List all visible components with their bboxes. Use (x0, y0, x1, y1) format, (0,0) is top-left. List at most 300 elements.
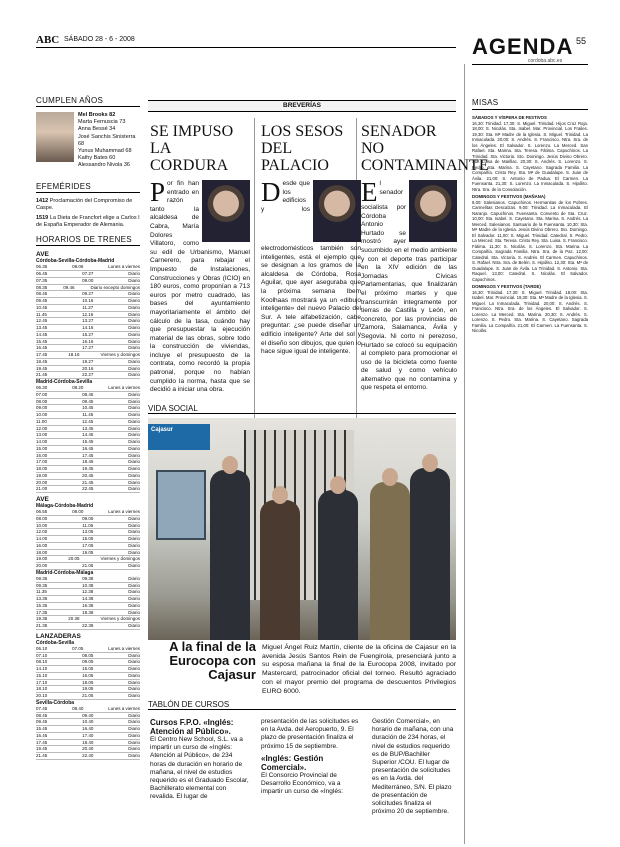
train-row (36, 589, 140, 596)
efemeride-item (36, 198, 140, 212)
article-body (150, 177, 250, 395)
train-depart: 07.00 (36, 391, 48, 397)
train-days: Diario (128, 311, 140, 317)
train-depart: 10.45 (36, 304, 48, 310)
train-arrive: 10.40 (82, 719, 94, 725)
train-depart: 13.00 (36, 432, 48, 438)
train-days: Diario (128, 746, 140, 752)
train-row (36, 666, 140, 673)
train-depart: 15.10 (36, 672, 48, 678)
train-days: Lunes a viernes (108, 509, 140, 515)
train-row (36, 339, 140, 346)
train-row (36, 305, 140, 312)
train-row (36, 439, 140, 446)
train-arrive: 09.05 (82, 515, 94, 521)
train-depart: 20.10 (36, 693, 48, 699)
train-days: Diario (128, 693, 140, 699)
train-route: Málaga-Córdoba-Madrid (36, 503, 94, 510)
train-arrive: 15.05 (82, 536, 94, 542)
train-days: Diario (128, 466, 140, 472)
train-days: Diario (128, 609, 140, 615)
photo-caption-title: A la final de la Eurocopa con Cajasur (169, 639, 256, 682)
train-arrive: 08.45 (82, 391, 94, 397)
train-row (36, 550, 140, 557)
train-type: AVE (36, 251, 49, 259)
train-arrive: 14.45 (82, 432, 94, 438)
train-days: Viernes y domingos (100, 352, 140, 358)
train-row (36, 325, 140, 332)
train-arrive: 20.38 (68, 616, 80, 622)
train-depart: 21.45 (36, 372, 48, 378)
train-days: Diario (128, 418, 140, 424)
train-row (36, 596, 140, 603)
train-days: Diario (128, 298, 140, 304)
train-days: Diario (128, 318, 140, 324)
train-depart: 19.45 (36, 365, 48, 371)
page-number: 55 (576, 36, 587, 46)
train-depart: 13.35 (36, 596, 48, 602)
train-days: Diario (128, 589, 140, 595)
train-arrive: 08.20 (72, 385, 84, 391)
train-row (36, 543, 140, 550)
train-depart: 17.00 (36, 459, 48, 465)
train-row (36, 686, 140, 693)
train-arrive: 07.05 (72, 645, 84, 651)
train-row (36, 563, 140, 570)
train-row (36, 359, 140, 366)
birthday-name: Marta Fernuscia 73 (78, 119, 126, 126)
train-days: Diario (128, 719, 140, 725)
article-text: or fin han entrado en razón tanto la alcaldesa de Cabra, María Dolores Villatoro, como su edil de Urbanismo, Manuel Carnerero, para rebajar el Impuesto de Instalaciones, Construcciones y Obras (ICIO) en 180 euros, como proponían a 713 euros por metro cuadrado, las bases del ayuntamiento mayoritariamente el ámbito del cálculo de la tasa, cuándo hay que presupuestar la ejecución material de las obras, sobre todo la construcción de viviendas, incluye el presupuesto de la contrata, como recordó la propia patronal, porque no habían cumplido la norma, hasta que se decidió a iniciar una obra. (150, 180, 250, 394)
train-days: Lunes a viernes (108, 385, 140, 391)
misas-section-title: DOMINGOS Y FESTIVOS (MAÑANA) (472, 194, 546, 199)
person-figure (370, 482, 410, 640)
train-row (36, 556, 140, 563)
train-arrive: 22.27 (82, 372, 94, 378)
train-arrive: 21.45 (82, 479, 94, 485)
article-cordura (150, 123, 250, 395)
train-row (36, 536, 140, 543)
misas-section-title: DOMINGOS Y FESTIVOS (TARDE) (472, 284, 541, 289)
train-days: Diario (128, 331, 140, 337)
train-row (36, 473, 140, 480)
train-days: Diario (128, 529, 140, 535)
train-arrive: 18.45 (82, 459, 94, 465)
train-route: Madrid-Córdoba-Málaga (36, 569, 94, 576)
train-depart: 14.10 (36, 666, 48, 672)
birthday-names (78, 112, 140, 170)
train-arrive: 09.45 (82, 398, 94, 404)
train-days: Diario (128, 472, 140, 478)
birthday-name: José Sanchis Sinisterra 68 (78, 133, 136, 147)
train-row (36, 453, 140, 460)
train-days: Diario (128, 391, 140, 397)
train-row (36, 623, 140, 630)
train-arrive: 17.05 (82, 542, 94, 548)
train-route: Córdoba-Sevilla (36, 639, 75, 646)
train-row (36, 706, 140, 713)
train-days: Diario (128, 679, 140, 685)
train-row (36, 673, 140, 680)
train-row (36, 399, 140, 406)
train-row (36, 291, 140, 298)
train-depart: 17.10 (36, 679, 48, 685)
train-row (36, 713, 140, 720)
train-arrive: 11.05 (82, 522, 94, 528)
train-depart: 14.00 (36, 536, 48, 542)
train-depart: 08.00 (36, 398, 48, 404)
train-days: Diario (128, 666, 140, 672)
train-arrive: 16.16 (82, 338, 94, 344)
breverias-label: BREVERÍAS (148, 100, 456, 112)
birthday-name: Anna Bessé 34 (78, 126, 116, 133)
train-arrive: 09.40 (82, 712, 94, 718)
train-depart: 10.00 (36, 522, 48, 528)
train-depart: 14.45 (36, 331, 48, 337)
train-arrive: 21.05 (82, 693, 94, 699)
train-arrive: 20.16 (82, 365, 94, 371)
train-row (36, 466, 140, 473)
train-depart: 16.00 (36, 452, 48, 458)
train-row (36, 693, 140, 700)
portrait-photo (313, 180, 361, 242)
birthdays-block (36, 112, 140, 170)
train-row (36, 616, 140, 623)
train-days: Diario (128, 425, 140, 431)
train-days: Diario (128, 445, 140, 451)
train-arrive: 10.45 (82, 405, 94, 411)
efemeride-year: 1519 (36, 215, 50, 222)
train-row (36, 576, 140, 583)
train-days: Diario (128, 596, 140, 602)
train-row (36, 733, 140, 740)
train-arrive: 12.38 (81, 589, 94, 595)
train-arrive: 16.45 (82, 445, 94, 451)
header-rule (36, 47, 456, 48)
drop-cap: D (261, 177, 281, 207)
train-days: Viernes y domingos (100, 556, 140, 562)
train-depart: 08.35 (36, 575, 48, 581)
train-days: Diario (128, 582, 140, 588)
person-figure (260, 500, 300, 640)
train-arrive: 19.27 (82, 358, 94, 364)
train-days: Diario (128, 271, 140, 277)
train-depart: 21.35 (36, 623, 48, 629)
train-arrive: 18.05 (82, 679, 94, 685)
portrait-photo (409, 180, 457, 242)
train-depart: 19.35 (36, 616, 48, 622)
atm-machine (156, 470, 206, 540)
train-days: Diario (128, 712, 140, 718)
train-row (36, 719, 140, 726)
tablon-column (261, 718, 361, 796)
train-route: Córdoba-Sevilla-Córdoba-Madrid (36, 258, 115, 265)
tablon-label: TABLÓN DE CURSOS (148, 700, 456, 710)
train-depart: 06.45 (36, 271, 48, 277)
train-arrive: 19.05 (82, 549, 94, 555)
trains-heading: HORARIOS DE TRENES (36, 235, 140, 246)
train-arrive: 18.38 (82, 609, 94, 615)
train-depart: 16.45 (36, 345, 48, 351)
train-arrive: 09.46 (63, 284, 75, 290)
train-row (36, 680, 140, 687)
train-days: Diario (128, 575, 140, 581)
train-row (36, 426, 140, 433)
train-row (36, 352, 140, 359)
train-depart: 09.45 (36, 298, 48, 304)
misas-column (472, 98, 588, 844)
train-row (36, 318, 140, 325)
train-row (36, 480, 140, 487)
train-days: Lunes a viernes (108, 264, 140, 270)
train-days: Diario (128, 602, 140, 608)
birthday-name: Kathy Bates 60 (78, 155, 116, 162)
train-arrive: 22.38 (82, 623, 94, 629)
train-arrive: 21.05 (82, 563, 94, 569)
train-row (36, 366, 140, 373)
train-days: Diario (128, 659, 140, 665)
train-type: LANZADERAS (36, 632, 81, 640)
train-days: Diario (128, 515, 140, 521)
train-row (36, 419, 140, 426)
train-arrive: 22.40 (82, 753, 94, 759)
train-arrive: 09.00 (82, 277, 94, 283)
train-days: Diario (128, 739, 140, 745)
train-arrive: 17.27 (82, 345, 94, 351)
misas-section-text: 16,30: Trinidad. 17,30: S. Miguel. Trinidad. Hijos Cruz Roja. 18,00: S. Nicolás. Sta. Isabel. Mar. Provincial. Los Frailes. 19,30: Sta. Mª Madre de la Iglesia. S. Miguel. Trinidad. La Inmaculada. 20,00: S. Andrés. S. Francisco. Ntra. Sra. de los Ángeles. El Salvador. S. Lorenzo. La Merced. San Rafael. Sta. Marina. Sta. Teresa. Fátima. Capuchinos. La Trinidad. Sta. Victoria. Sto. Domingo. Jesús Divino Obrero. Sta. Luisa de Marillac. 20,30: S. Andrés. S. Lorenzo. S. Pedro. Sta. Marina. S. Cayetano. Sagrada Familia. La Compañía. Cristo Rey. Sta. Mª de Guadalupe. S. Juan de Ávila. 21,00: S. Antonio de Padua. El Carmen. La Fuensanta. 21,30: S. Lorenzo. La Inmaculada. S. Hipólito. Ntra. Sra. de la Consolación. (472, 120, 588, 192)
train-arrive: 07.27 (82, 271, 94, 277)
train-depart: 08.35 (36, 284, 48, 290)
birthday-photo (36, 112, 74, 162)
efemeride-text: Proclamación del Compromiso de Caspe. (36, 197, 133, 211)
course-title: «Inglés: Gestión Comercial». (261, 753, 324, 772)
train-depart: 18.45 (36, 358, 48, 364)
train-days: Diario (128, 672, 140, 678)
train-arrive: 19.45 (82, 466, 94, 472)
train-row (36, 459, 140, 466)
tablon-column (372, 718, 456, 816)
train-depart: 08.10 (36, 659, 48, 665)
train-arrive: 10.38 (82, 582, 94, 588)
train-days: Diario excepto domingos (90, 284, 140, 290)
train-days: Lunes a viernes (108, 645, 140, 651)
train-depart: 20.00 (36, 563, 48, 569)
article-body (261, 177, 361, 357)
train-arrive: 15.27 (82, 331, 94, 337)
train-depart: 06.30 (36, 385, 48, 391)
efemerides-heading: EFEMÉRIDES (36, 182, 140, 193)
train-row (36, 646, 140, 653)
train-row (36, 753, 140, 760)
train-depart: 11.35 (36, 589, 47, 595)
train-row (36, 372, 140, 379)
article-title: SENADOR NO CONTAMINANTE (361, 123, 489, 174)
birthday-name: Alessandro Nivola 36 (78, 162, 130, 169)
train-depart: 12.45 (36, 318, 48, 324)
efemerides-list (36, 198, 140, 230)
train-arrive: 12.16 (81, 311, 94, 317)
train-row (36, 726, 140, 733)
train-days: Diario (128, 686, 140, 692)
train-depart: 09.00 (36, 405, 48, 411)
train-days: Diario (128, 304, 140, 310)
train-arrive: 11.27 (82, 304, 94, 310)
train-arrive: 08.00 (72, 509, 84, 515)
course-text: El Consorcio Provincial de Desarrollo Económico, va a impartir un curso de «Inglés: (261, 771, 344, 796)
train-depart: 18.00 (36, 466, 48, 472)
train-depart: 08.00 (36, 515, 48, 521)
train-days: Diario (128, 753, 140, 759)
train-depart: 16.00 (36, 542, 48, 548)
train-arrive: 11.45 (82, 412, 94, 418)
train-days: Lunes a viernes (108, 705, 140, 711)
train-arrive: 16.38 (82, 602, 94, 608)
train-arrive: 18.40 (82, 739, 94, 745)
train-row (36, 516, 140, 523)
newspaper-name: ABC (36, 34, 60, 46)
section-url[interactable]: cordoba.abc.es (528, 58, 563, 64)
train-depart: 20.00 (36, 479, 48, 485)
train-arrive: 09.38 (82, 575, 94, 581)
efemeride-text: La Dieta de Francfort elige a Carlos I de España Emperador de Alemania. (36, 215, 140, 229)
train-days: Diario (128, 325, 140, 331)
train-depart: 13.45 (36, 325, 48, 331)
train-row (36, 298, 140, 305)
train-type: AVE (36, 496, 49, 504)
train-days: Diario (128, 652, 140, 658)
train-row (36, 412, 140, 419)
train-row (36, 278, 140, 285)
train-row (36, 446, 140, 453)
train-depart: 21.45 (36, 753, 48, 759)
train-row (36, 405, 140, 412)
train-arrive: 20.40 (82, 746, 94, 752)
train-depart: 15.45 (36, 338, 48, 344)
train-row (36, 653, 140, 660)
train-days: Diario (128, 398, 140, 404)
train-depart: 19.00 (36, 556, 48, 562)
train-days: Diario (128, 345, 140, 351)
train-days: Diario (128, 536, 140, 542)
train-row (36, 432, 140, 439)
course-text: Gestión Comercial», en horario de mañana, con una duración de 234 horas, el nivel de estudios requerido es de BUP/Bachiller Superior /COU. El lugar de presentación de solicitudes es en la Avda. del Mediterráneo, S/N. El plazo de presentación de solicitudes finaliza el próximo 20 de septiembre. (372, 718, 454, 816)
train-row (36, 385, 140, 392)
train-depart: 15.35 (36, 602, 48, 608)
course-text: El Centro New School, S.L. va a impartir un curso de «Inglés: Atención al Público», de 234 horas de duración en horario de mañana, el nivel de estudios requerido es el Graduado Escolar, Bachillerato elemental con revalida. El lugar de (150, 736, 249, 801)
article-text: esde que los edificios y los electrodomésticos también son inteligentes, está el ejemplo que se designan a los gramos de la alcaldesa de Córdoba, Rosa Aguilar, que ayer aseguraba que la próxima semana Ibem Koolhaas mostrará ya un «dibujo inteligente» del nuevo Palacio del Sur. A tele alfabetización, cabe preguntar: ¿se puede diseñar un edificio inteligente? Arte del sol y el diseño son dibujos, que quien lo hace sigue igual de inteligente. (261, 180, 361, 356)
train-arrive: 20.05 (68, 556, 80, 562)
train-arrive: 20.45 (82, 472, 94, 478)
train-arrive: 08.05 (82, 652, 94, 658)
train-days: Diario (128, 522, 140, 528)
photo-caption-text: Miguel Ángel Ruiz Martín, cliente de la oficina de Cajasur en la avenida Jesús Santos Rein de Fuengirola, presenciará junto a su esposa mañana la final de la Eurocopa 2008, invitado por Mastercard, patrocinador oficial del torneo. Resultó agraciado con el mayor premio del programa de descuentos Privilegios EURO 6000. (262, 644, 456, 695)
article-title: LOS SESOS DEL PALACIO (261, 123, 344, 174)
train-row (36, 486, 140, 493)
train-depart: 08.45 (36, 291, 48, 297)
train-row (36, 603, 140, 610)
train-row (36, 271, 140, 278)
bank-sign: Cajasur (148, 424, 210, 450)
train-days: Diario (128, 623, 140, 629)
section-rule (472, 64, 588, 65)
train-route: Sevilla-Córdoba (36, 699, 75, 706)
train-days: Diario (128, 358, 140, 364)
portrait-photo (202, 180, 250, 242)
train-depart: 10.00 (36, 412, 48, 418)
train-arrive: 09.27 (82, 291, 94, 297)
train-depart: 12.00 (36, 529, 48, 535)
train-arrive: 09.05 (82, 659, 94, 665)
train-arrive: 17.45 (82, 452, 94, 458)
train-depart: 06.35 (36, 264, 48, 270)
train-depart: 08.45 (36, 712, 48, 718)
article-senador (361, 123, 489, 393)
train-depart: 19.00 (36, 472, 48, 478)
page-header (0, 0, 620, 64)
column-divider (464, 64, 465, 844)
train-arrive: 22.45 (82, 486, 94, 492)
train-arrive: 18.16 (68, 352, 80, 358)
efemeride-item (36, 215, 140, 229)
train-days: Diario (128, 459, 140, 465)
train-arrive: 15.45 (82, 439, 94, 445)
train-days: Diario (128, 432, 140, 438)
article-body (361, 177, 457, 393)
train-row (36, 312, 140, 319)
train-arrive: 17.40 (82, 732, 94, 738)
vida-social-label: VIDA SOCIAL (148, 404, 456, 414)
train-days: Viernes y domingos (100, 616, 140, 622)
train-row (36, 610, 140, 617)
train-row (36, 746, 140, 753)
train-depart: 14.00 (36, 439, 48, 445)
left-column (36, 96, 140, 760)
train-arrive: 08.06 (72, 264, 84, 270)
train-depart: 06.10 (36, 645, 48, 651)
train-days: Diario (128, 486, 140, 492)
train-depart: 09.45 (36, 719, 48, 725)
train-row (36, 264, 140, 271)
train-arrive: 19.05 (82, 686, 94, 692)
train-depart: 07.10 (36, 652, 48, 658)
train-days: Diario (128, 412, 140, 418)
article-title: SE IMPUSO LA CORDURA (150, 123, 234, 174)
train-days: Diario (128, 452, 140, 458)
train-depart: 18.10 (36, 686, 48, 692)
train-arrive: 13.27 (82, 318, 94, 324)
train-depart: 11.00 (36, 418, 47, 424)
drop-cap: P (150, 177, 166, 207)
train-row (36, 345, 140, 352)
train-arrive: 13.05 (82, 529, 94, 535)
train-days: Diario (128, 479, 140, 485)
train-days: Diario (128, 732, 140, 738)
section-title: AGENDA (472, 34, 574, 59)
train-depart: 09.35 (36, 582, 48, 588)
train-row (36, 529, 140, 536)
course-title: Cursos F.P.O. «Inglés: Atención al Público». (150, 718, 234, 736)
train-depart: 18.00 (36, 549, 48, 555)
misas-section-text: 8,00: Salesianos. Capuchinos. Hermanitas de los Pobres. Carmelitas Descalzas. 9,00: Trinidad. La Inmaculada. El Naranjo. Capuchinos. Fuensanta. Convento de Sta. Cruz. 10,00: Sta. Isabel. S. Cayetano. Sta. Marina. S. Andrés. La Merced. Salesianos. Santuario de la Fuensanta. 10,30: Sta. Mª Madre de la Iglesia. Jesús Divino Obrero. Sto. Domingo. El Salvador. 11,00: S. Miguel. Trinidad. Catedral. S. Pedro. La Merced. Sta. Teresa. Cristo Rey. Sta. Luisa. S. Francisco. Fátima. 11,30: S. Nicolás. S. Lorenzo. Sta. Marina. La Compañía. Sagrada Familia. Ntra. Sra. de la Paz. 12,00: Catedral. Sta. Victoria. S. Andrés. El Carmen. Capuchinos. S. Rafael. Ntra. Sra. de Belén. S. Hipólito. 12,30: Sta. Mª de Guadalupe. S. Juan de Ávila. La Trinidad. S. Antonio. Sta. Raquel. 13,00: Catedral. S. Nicolás. El Salvador. Capuchinos. (472, 199, 588, 282)
train-depart: 17.35 (36, 609, 48, 615)
drop-cap: E (361, 177, 378, 207)
train-arrive: 14.38 (82, 596, 94, 602)
column-divider (254, 118, 255, 448)
train-row (36, 392, 140, 399)
train-depart: 21.00 (36, 486, 48, 492)
train-row (36, 509, 140, 516)
train-days: Diario (128, 726, 140, 732)
